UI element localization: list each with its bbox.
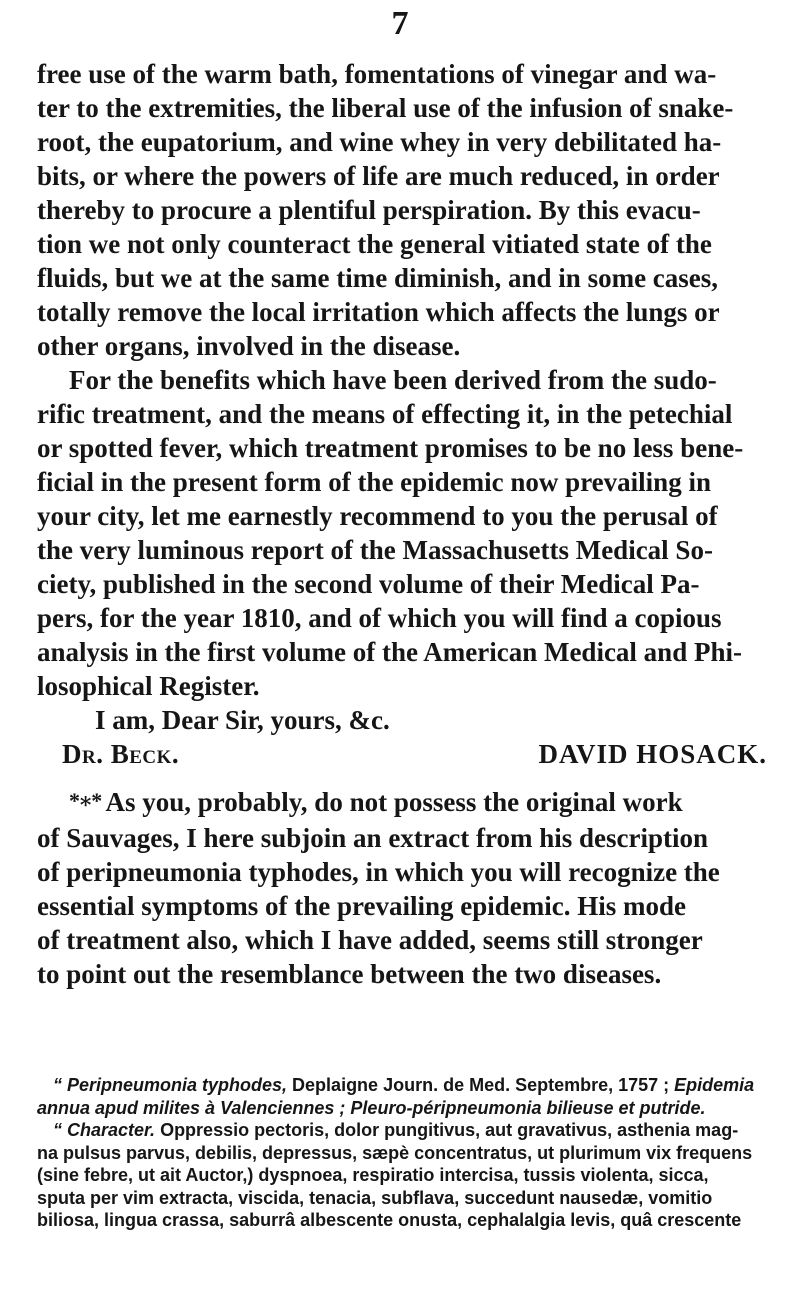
text-line: tion we not only counteract the general vitiated state of the (37, 229, 712, 259)
text-line: essential symptoms of the prevailing epidemic. His mode (37, 891, 686, 921)
footnote-line: “ Character. Oppressio pectoris, dolor pungitivus, aut gravativus, asthenia mag- (53, 1120, 739, 1140)
text-line: For the benefits which have been derived from the sudo- (69, 365, 717, 395)
text-line: of peripneumonia typhodes, in which you will recognize the (37, 857, 720, 887)
text-line: bits, or where the powers of life are much reduced, in order (37, 161, 720, 191)
footnote-line: annua apud milites à Valenciennes ; Pleuro-péripneumonia bilieuse et putride. (37, 1097, 706, 1118)
text-line: other organs, involved in the disease. (37, 331, 461, 361)
text-line: pers, for the year 1810, and of which you will find a copious (37, 603, 722, 633)
text-line: rific treatment, and the means of effecting it, in the petechial (37, 399, 733, 429)
page-number: 7 (391, 5, 409, 42)
text-line: thereby to procure a plentiful perspiration. By this evacu- (37, 195, 701, 225)
text-line: root, the eupatorium, and wine whey in very debilitated ha- (37, 127, 722, 157)
letter-body (37, 57, 767, 991)
footnote-line: (sine febre, ut ait Auctor,) dyspnoea, respiratio intercisa, tussis violenta, sicca, (37, 1165, 709, 1185)
text-line: *∗* As you, probably, do not possess the original work (69, 787, 683, 817)
footnote (37, 1074, 767, 1232)
addressee: Dr. Beck. (62, 739, 180, 769)
text-line: of Sauvages, I here subjoin an extract from his description (37, 823, 709, 853)
text-line: totally remove the local irritation which affects the lungs or (37, 297, 720, 327)
text-line: to point out the resemblance between the two diseases. (37, 959, 662, 989)
paragraph-1 (37, 57, 767, 363)
text-line: your city, let me earnestly recommend to you the perusal of (37, 501, 718, 531)
text-line: analysis in the first volume of the American Medical and Phi- (37, 637, 742, 667)
asterism-mark: *∗* (69, 788, 101, 813)
text-line: or spotted fever, which treatment promises to be no less bene- (37, 433, 744, 463)
closing-line: I am, Dear Sir, yours, &c. (95, 705, 390, 735)
paragraph-3 (37, 785, 767, 991)
signature-row (37, 737, 767, 771)
text-line: the very luminous report of the Massachusetts Medical So- (37, 535, 713, 565)
text-line: of treatment also, which I have added, seems still stronger (37, 925, 703, 955)
text-line: fluids, but we at the same time diminish, and in some cases, (37, 263, 719, 293)
text-line: losophical Register. (37, 671, 260, 701)
footnote-line: na pulsus parvus, debilis, depressus, sæpè concentratus, ut plurimum vix frequens (37, 1142, 753, 1163)
text-line: ter to the extremities, the liberal use of the infusion of snake- (37, 93, 734, 123)
paragraph-2 (37, 363, 767, 703)
text-line: ciety, published in the second volume of their Medical Pa- (37, 569, 700, 599)
footnote-line: sputa per vim extracta, viscida, tenacia, subflava, succedunt nausedæ, vomitio (37, 1187, 713, 1208)
signature: DAVID HOSACK. (538, 739, 767, 769)
footnote-line: “ Peripneumonia typhodes, Deplaigne Journ. de Med. Septembre, 1757 ; Epidemia (53, 1075, 755, 1095)
text-line: ficial in the present form of the epidemic now prevailing in (37, 467, 711, 497)
footnote-line: biliosa, lingua crassa, saburrâ albescente onusta, cephalalgia levis, quâ crescente (37, 1210, 742, 1230)
text-line: free use of the warm bath, fomentations of vinegar and wa- (37, 59, 717, 89)
